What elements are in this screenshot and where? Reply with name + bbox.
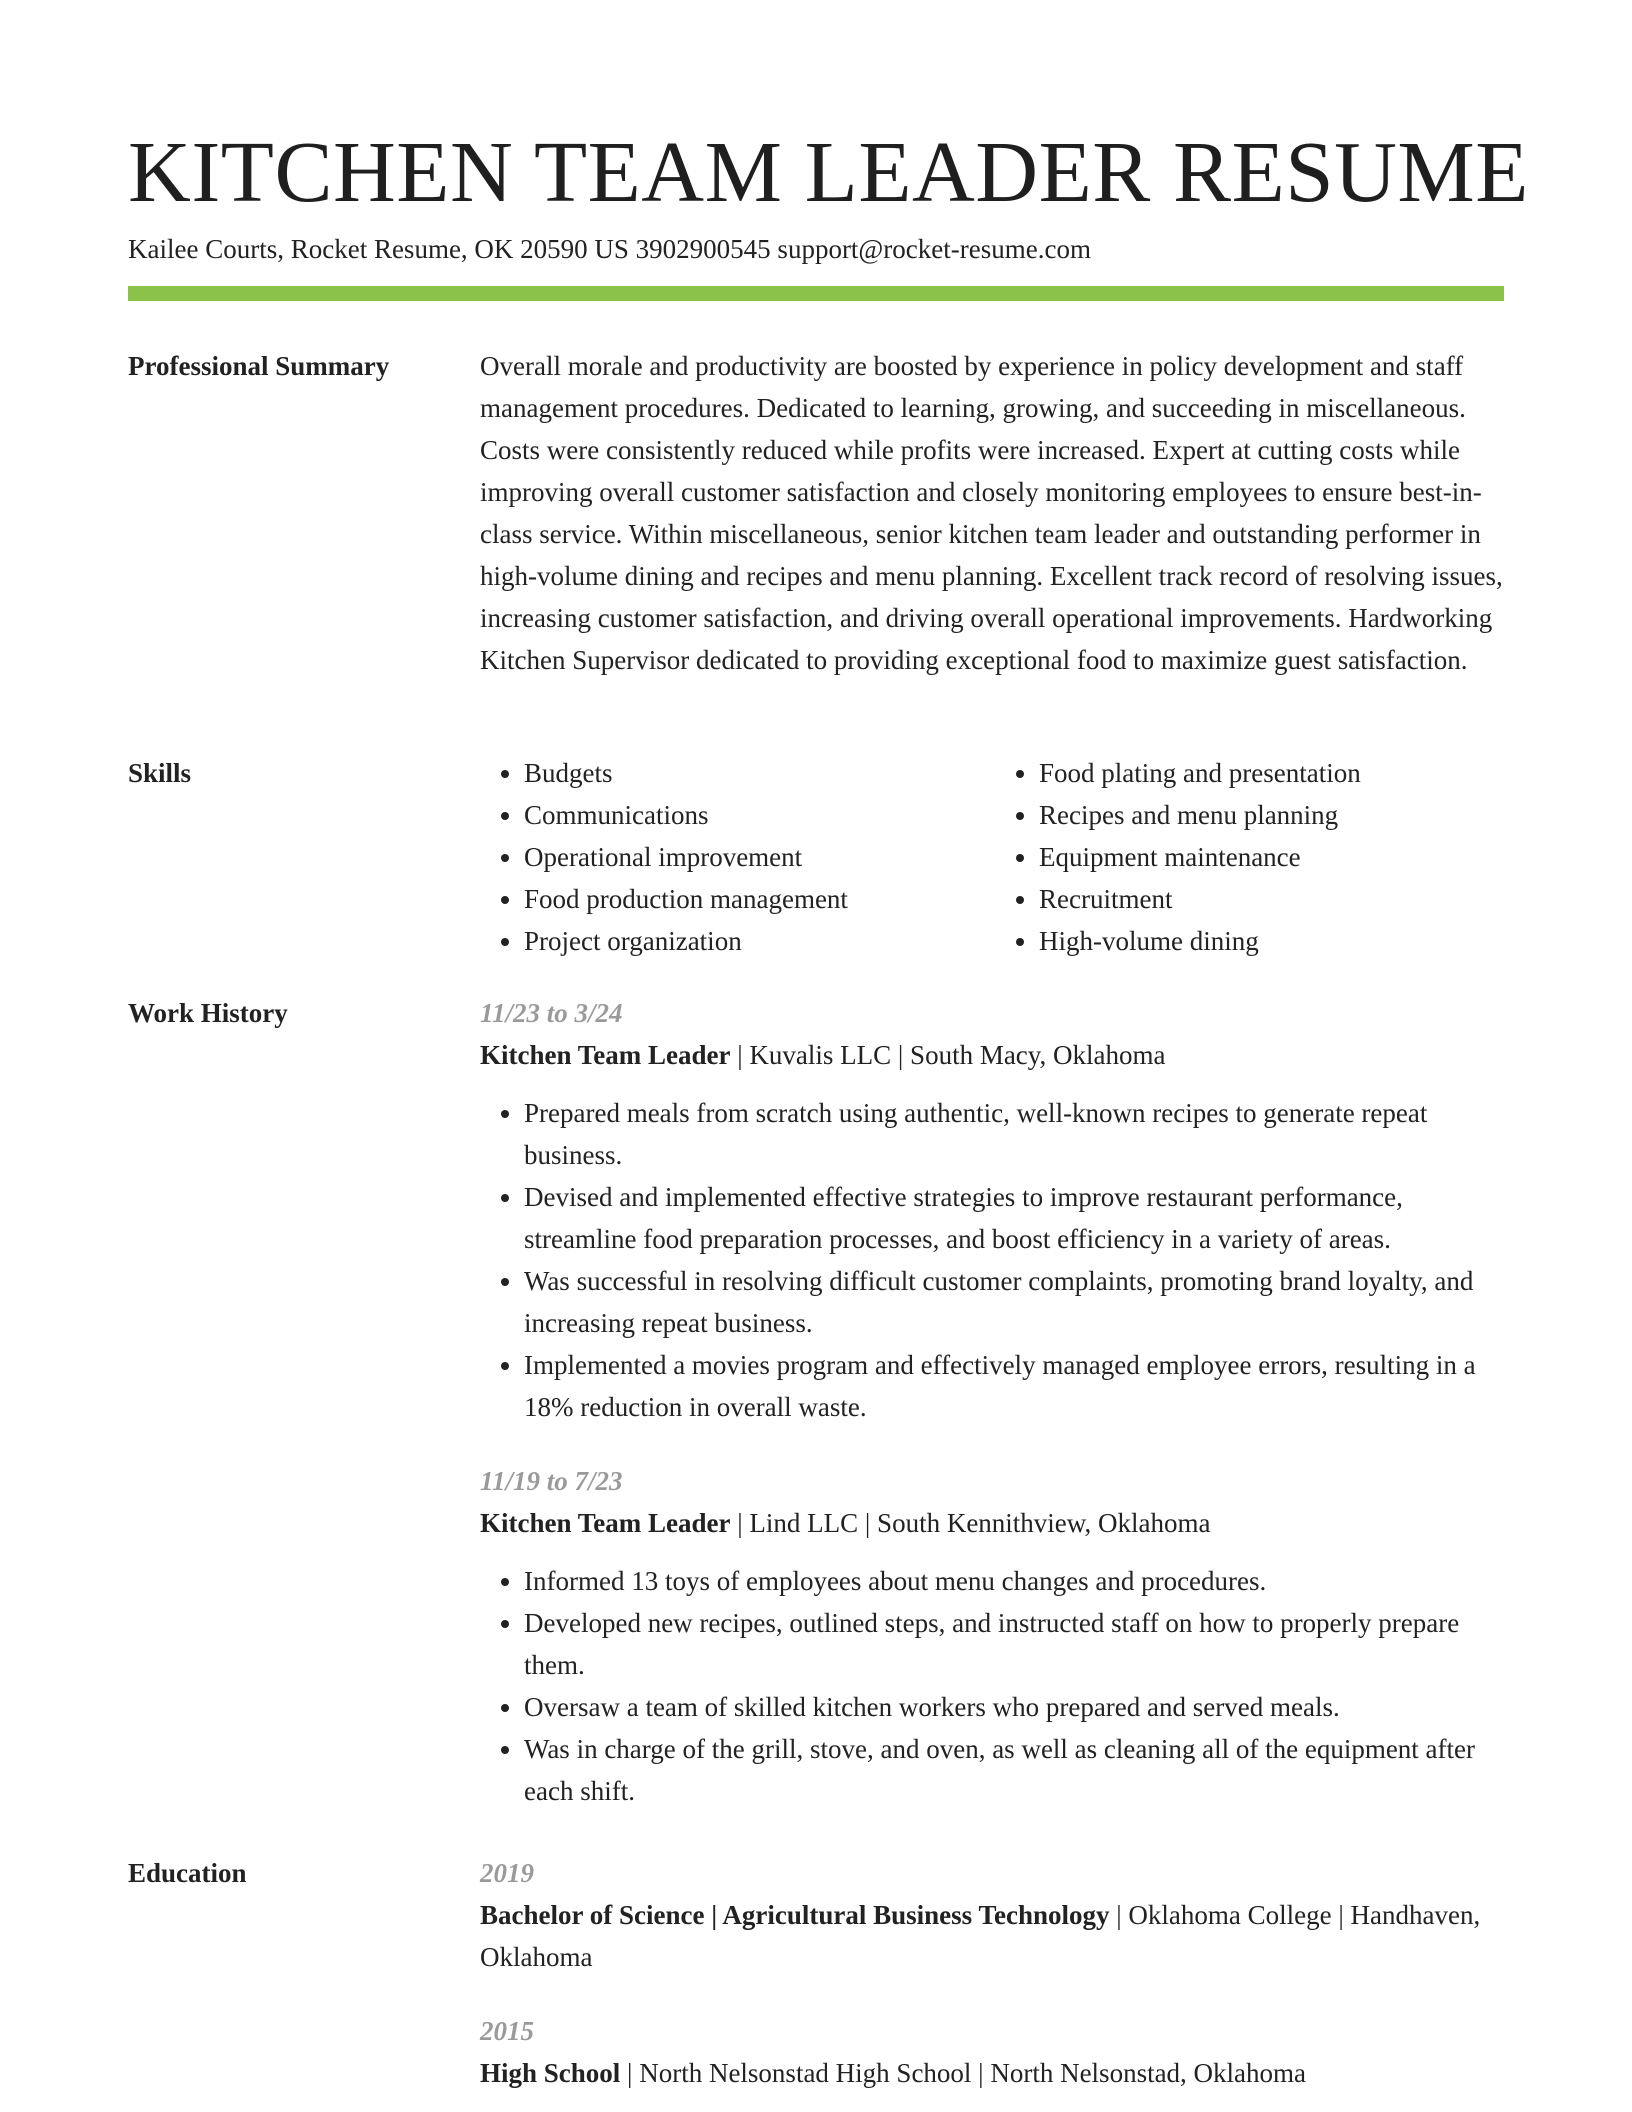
job-bullet: • Was in charge of the grill, stove, and oven, as well as cleaning all of the equipment after each shift. xyxy=(524,1728,1510,1812)
job-entry xyxy=(480,1460,1510,1812)
skill-item: • High-volume dining xyxy=(1039,920,1510,962)
education-entry xyxy=(480,2010,1510,2094)
skill-item: • Operational improvement xyxy=(524,836,995,878)
education-body xyxy=(480,1852,1510,2094)
skill-item: • Recruitment xyxy=(1039,878,1510,920)
education-heading xyxy=(480,1894,1510,1978)
skills-body xyxy=(480,752,1510,962)
skills-list-left xyxy=(480,752,995,962)
skill-item: • Food production management xyxy=(524,878,995,920)
education-heading xyxy=(480,2052,1510,2094)
summary-text: Overall morale and productivity are boosted by experience in policy development and staff management procedures. Dedicated to learning, growing, and succeeding in miscellaneous. Costs were consistently reduced while profits were increased. Expert at cutting costs while improving overall customer satisfaction and closely monitoring employees to ensure best-in-class service. Within miscellaneous, senior kitchen team leader and outstanding performer in high-volume dining and recipes and menu planning. Excellent track record of resolving issues, increasing customer satisfaction, and driving overall operational improvements. Hardworking Kitchen Supervisor dedicated to providing exceptional food to maximize guest satisfaction. xyxy=(480,351,1503,675)
skill-item: • Budgets xyxy=(524,752,995,794)
job-bullet: • Prepared meals from scratch using authentic, well-known recipes to generate repeat business. xyxy=(524,1092,1510,1176)
section-label-education: Education xyxy=(128,1858,247,1888)
skill-item: • Equipment maintenance xyxy=(1039,836,1510,878)
job-heading xyxy=(480,1502,1510,1544)
job-bullet: • Devised and implemented effective strategies to improve restaurant performance, streamline food preparation processes, and boost efficiency in a variety of areas. xyxy=(524,1176,1510,1260)
summary-body xyxy=(480,345,1510,681)
skills-list-right xyxy=(995,752,1510,962)
job-details: | Kuvalis LLC | South Macy, Oklahoma xyxy=(730,1040,1166,1070)
job-dates: 11/23 to 3/24 xyxy=(480,998,623,1028)
education-details: | North Nelsonstad High School | North Nelsonstad, Oklahoma xyxy=(620,2058,1307,2088)
job-role: Kitchen Team Leader xyxy=(480,1040,731,1070)
section-label-skills: Skills xyxy=(128,758,192,788)
job-dates: 11/19 to 7/23 xyxy=(480,1466,623,1496)
job-heading xyxy=(480,1034,1510,1076)
job-bullet: • Developed new recipes, outlined steps, and instructed staff on how to properly prepare them. xyxy=(524,1602,1510,1686)
job-bullets xyxy=(480,1092,1510,1428)
job-bullet: • Oversaw a team of skilled kitchen workers who prepared and served meals. xyxy=(524,1686,1510,1728)
job-entry xyxy=(480,992,1510,1428)
skill-item: • Food plating and presentation xyxy=(1039,752,1510,794)
education-details: | Oklahoma College | Handhaven, Oklahoma xyxy=(480,1900,1481,1972)
section-label-work-history: Work History xyxy=(128,998,288,1028)
header-divider xyxy=(128,286,1504,301)
job-details: | Lind LLC | South Kennithview, Oklahoma xyxy=(730,1508,1211,1538)
job-bullet: • Informed 13 toys of employees about menu changes and procedures. xyxy=(524,1560,1510,1602)
section-label-summary: Professional Summary xyxy=(128,351,390,381)
skill-item: • Communications xyxy=(524,794,995,836)
education-degree: High School xyxy=(480,2058,621,2088)
contact-line: Kailee Courts, Rocket Resume, OK 20590 US 3902900545 support@rocket-resume.com xyxy=(128,234,1091,264)
education-year: 2015 xyxy=(480,2016,534,2046)
work-history-body xyxy=(480,992,1510,1812)
education-year: 2019 xyxy=(480,1858,534,1888)
job-bullet: • Implemented a movies program and effectively managed employee errors, resulting in a 18% reduction in overall waste. xyxy=(524,1344,1510,1428)
education-degree: Bachelor of Science | Agricultural Business Technology xyxy=(480,1900,1110,1930)
job-bullet: • Was successful in resolving difficult customer complaints, promoting brand loyalty, and increasing repeat business. xyxy=(524,1260,1510,1344)
resume-title: KITCHEN TEAM LEADER RESUME xyxy=(128,123,1529,220)
skill-item: • Project organization xyxy=(524,920,995,962)
job-bullets xyxy=(480,1560,1510,1812)
education-entry xyxy=(480,1852,1510,1978)
skill-item: • Recipes and menu planning xyxy=(1039,794,1510,836)
job-role: Kitchen Team Leader xyxy=(480,1508,731,1538)
